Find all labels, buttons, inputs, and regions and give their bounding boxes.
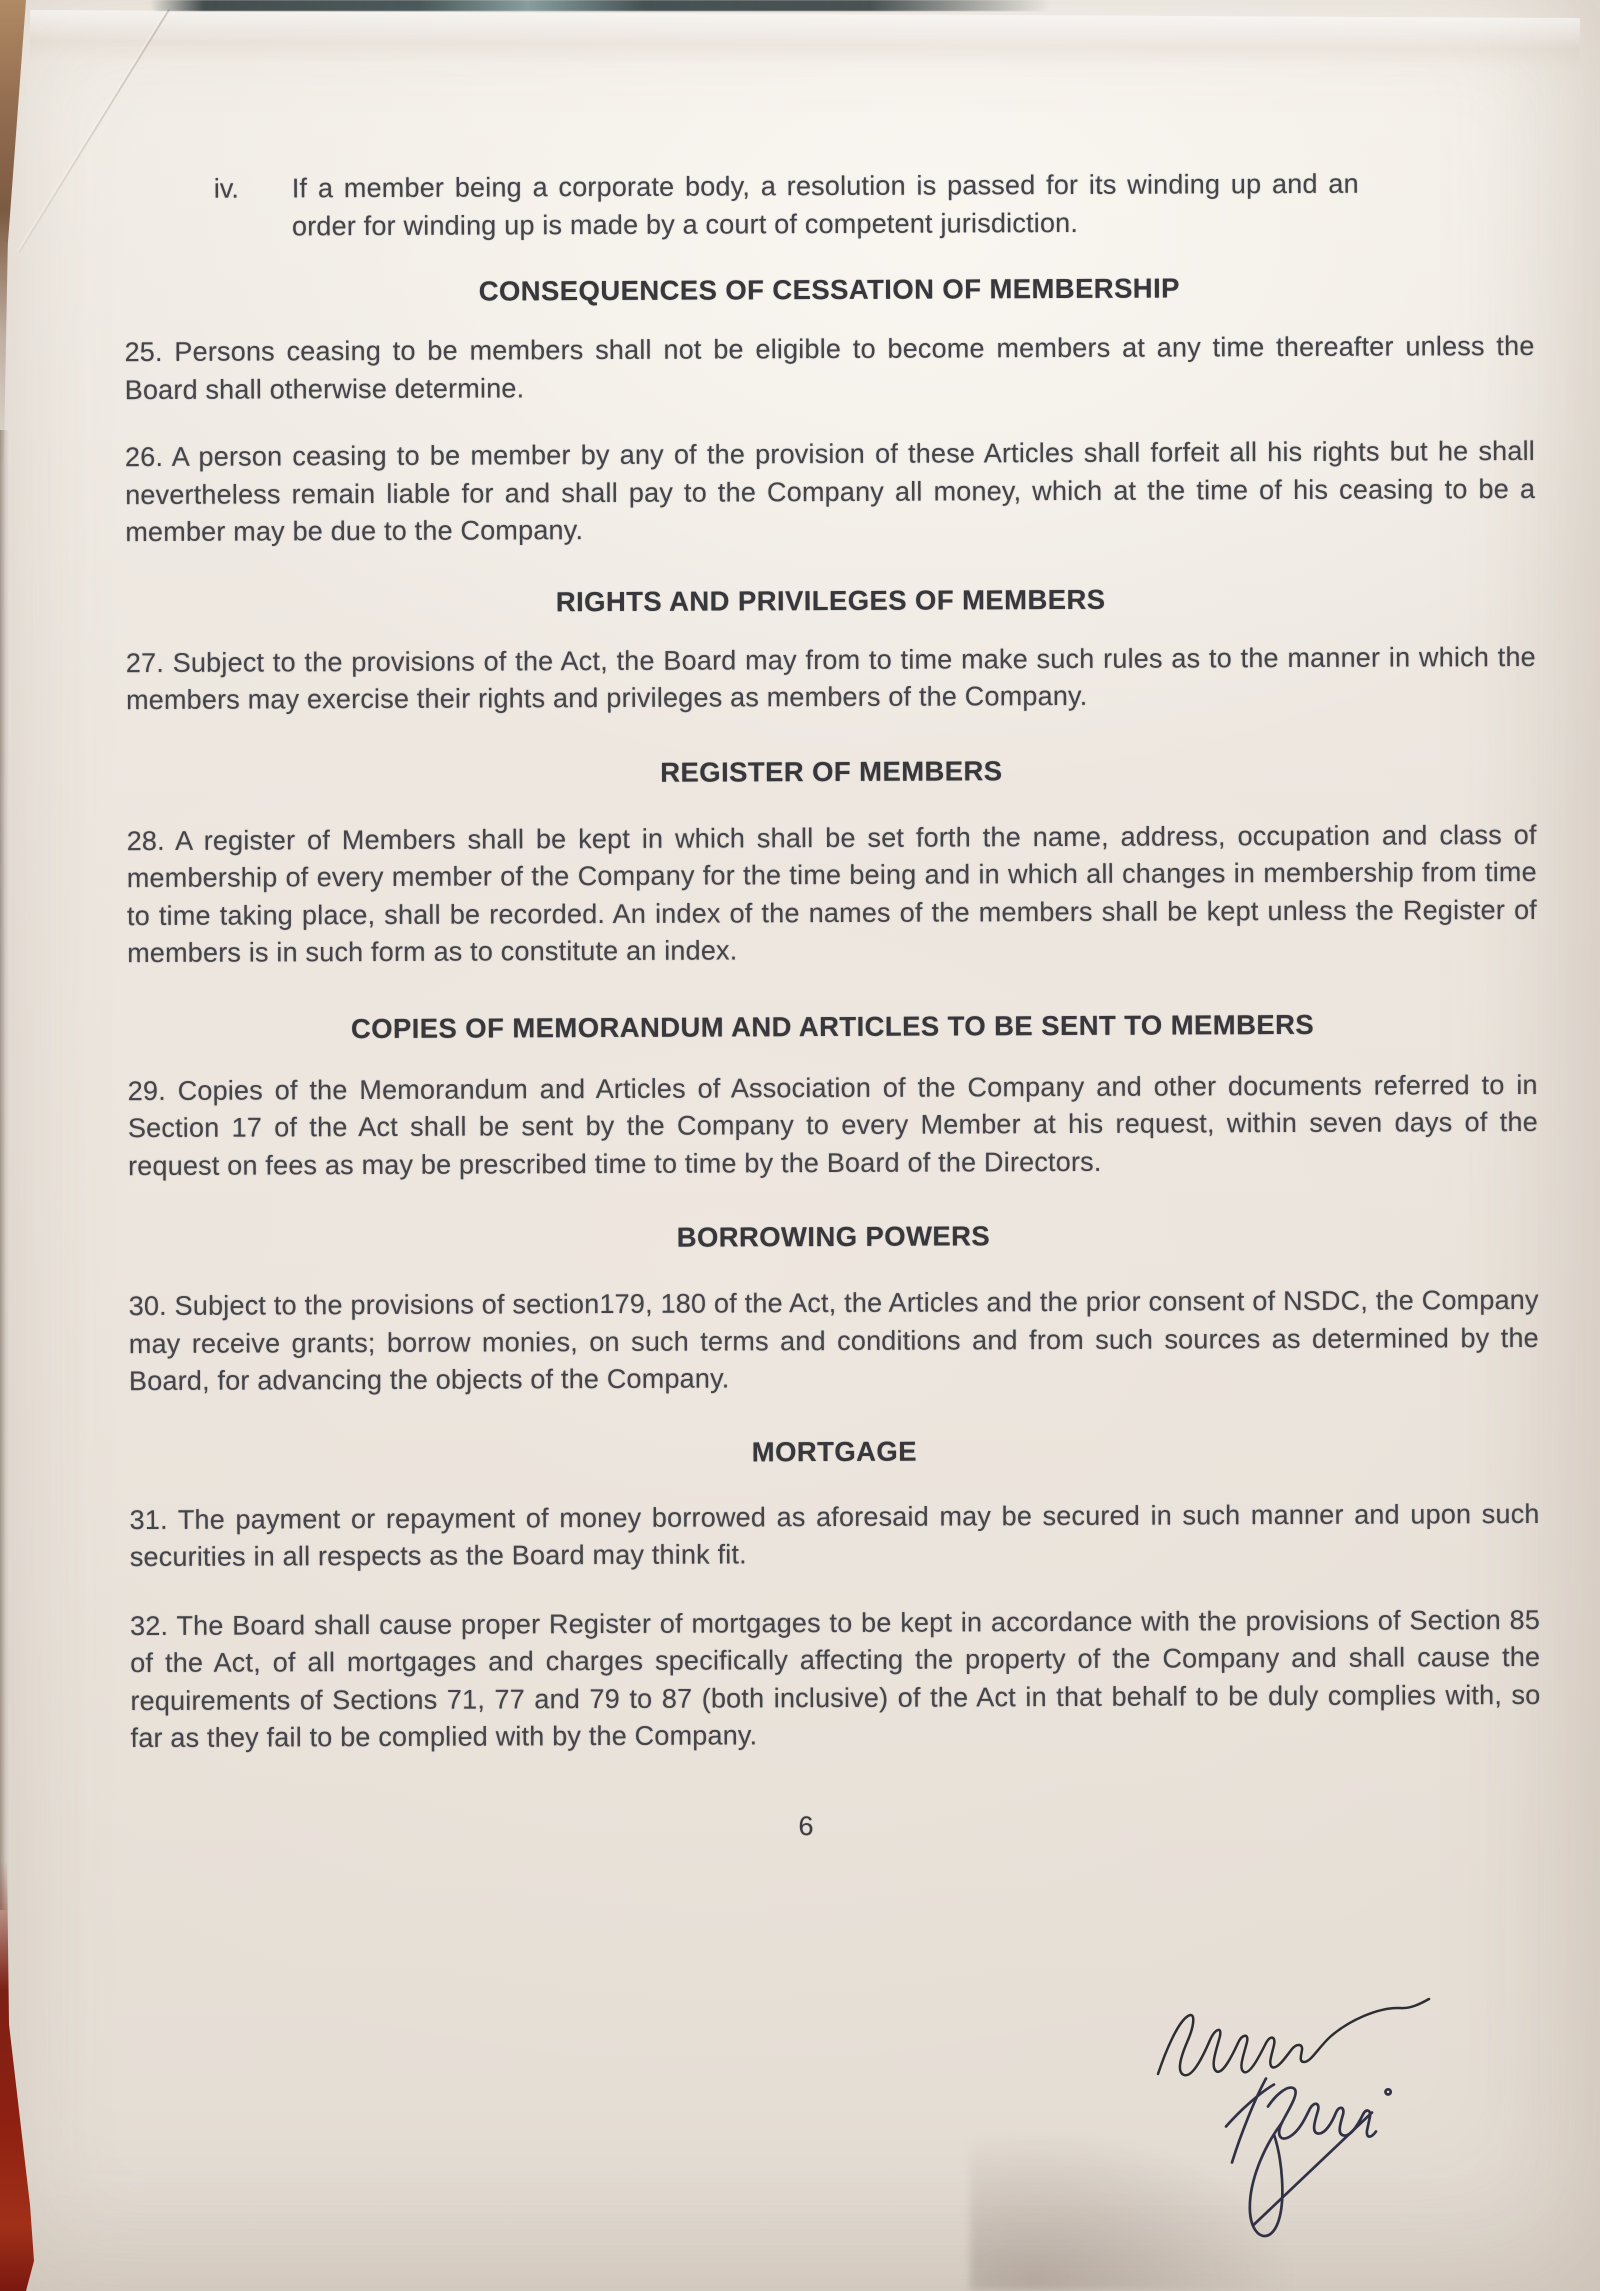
section-heading-rights-privileges: RIGHTS AND PRIVILEGES OF MEMBERS <box>555 583 1106 617</box>
paragraph-29: 29. Copies of the Memorandum and Articles of Association of the Company and other documents referred to in Section 17 of the Act shall be sent by the Company to every Member at his request, within seven days of the request on fees as may be prescribed time to time by the Board of the Directors. <box>127 1069 1538 1181</box>
paragraph-25: 25. Persons ceasing to be members shall not be eligible to become members at any time thereafter unless the Board shall otherwise determine. <box>124 330 1535 405</box>
document-text-block <box>123 0 1541 1845</box>
section-heading-borrowing: BORROWING POWERS <box>676 1220 991 1253</box>
handwritten-signature-2 <box>1212 2052 1412 2267</box>
page-number: 6 <box>798 1810 814 1841</box>
scan-edge-left-top <box>0 0 26 470</box>
paragraph-30: 30. Subject to the provisions of section179, 180 of the Act, the Articles and the prior consent of NSDC, the Company may receive grants; borrow monies, on such terms and conditions and from such sources as determined by the Board, for advancing the objects of the Company. <box>128 1284 1539 1397</box>
section-heading-consequences: CONSEQUENCES OF CESSATION OF MEMBERSHIP <box>478 272 1180 307</box>
clause-iv-text: If a member being a corporate body, a resolution is passed for its winding up and an order for winding up is made by a court of competent jurisdiction. <box>291 168 1359 241</box>
section-heading-mortgage: MORTGAGE <box>751 1435 917 1467</box>
scan-edge-left-middle <box>0 430 9 1910</box>
paragraph-27: 27. Subject to the provisions of the Act, the Board may from to time make such rules as to the manner in which the members may exercise their rights and privileges as members of the Company. <box>125 641 1536 716</box>
paragraph-32: 32. The Board shall cause proper Register of mortgages to be kept in accordance with the provisions of Section 85 of the Act, of all mortgages and charges specifically affecting the property of the Company and shall cause the requirements of Sections 71, 77 and 79 to 87 (both inclusive) of the Act in that behalf to be duly complies with, so far as they fail to be complied with by the Company. <box>130 1604 1541 1754</box>
scan-edge-left-bottom <box>0 1861 34 2291</box>
paragraph-26: 26. A person ceasing to be member by any of the provision of these Articles shall forfeit all his rights but he shall nevertheless remain liable for and shall pay to the Company all money, which at the time of his ceasing to be a member may be due to the Company. <box>124 435 1536 548</box>
clause-iv-marker: iv. <box>213 173 239 204</box>
section-heading-copies: COPIES OF MEMORANDUM AND ARTICLES TO BE SENT TO MEMBERS <box>350 1008 1315 1044</box>
clause-iv <box>214 166 1359 246</box>
paragraph-28: 28. A register of Members shall be kept in which shall be set forth the name, address, occupation and class of membership of every member of the Company for the time being and in which all changes in membership from time to time taking place, shall be recorded. An index of the names of the members shall be kept unless the Register of members is in such form as to constitute an index. <box>126 819 1538 969</box>
section-heading-register: REGISTER OF MEMBERS <box>660 754 1003 788</box>
paragraph-31: 31. The payment or repayment of money borrowed as aforesaid may be secured in such manner and upon such securities in all respects as the Board may think fit. <box>129 1498 1540 1573</box>
